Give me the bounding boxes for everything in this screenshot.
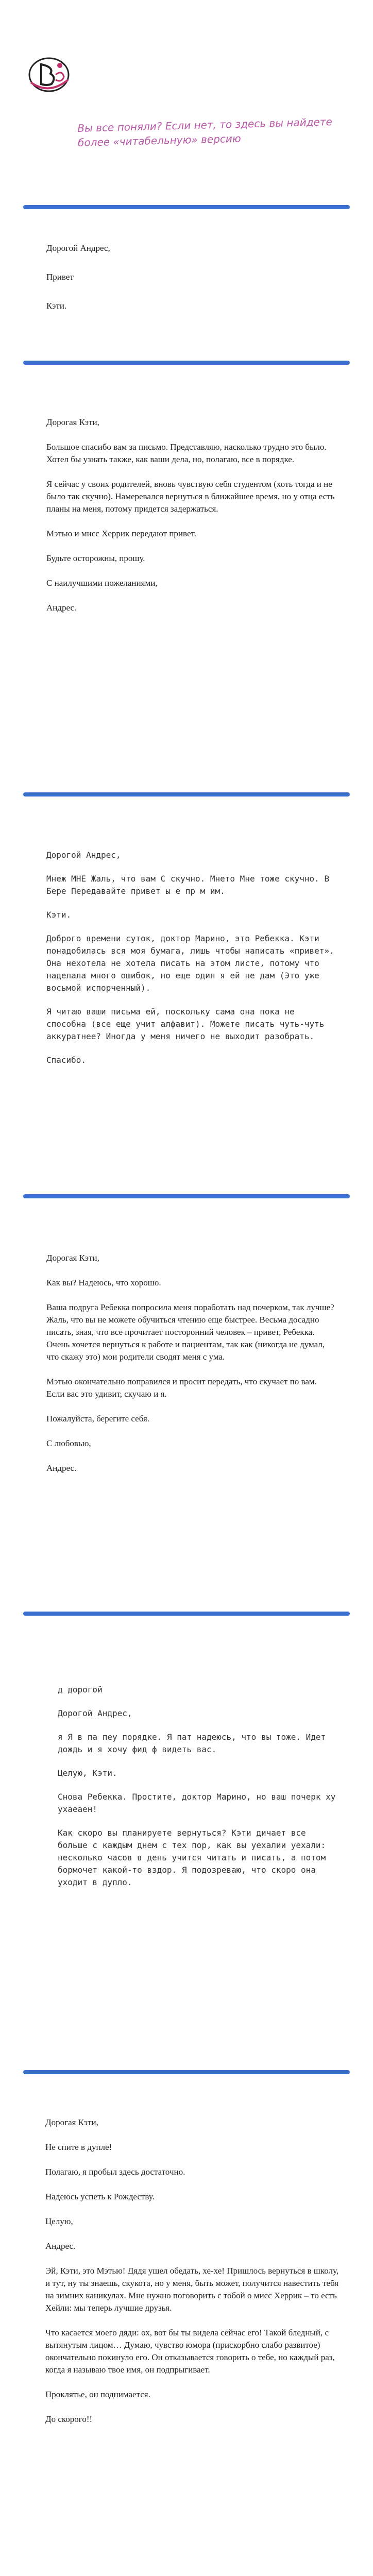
letter-paragraph: Доброго времени суток, доктор Марино, это Ребекка. Кэти понадобилась вся моя бумага, лишь чтобы написать «привет». Она нехотела не хотела писать на этом листе, потому что наделала много ошибок, но еще один я ей не дам (Это уже восьмой испорченный). — [46, 934, 334, 993]
letter-paragraph: Ваша подруга Ребекка попросила меня поработать над почерком, так лучше? Жаль, что вы не можете обучиться чтению еще быстрее. Весьма досадно писать, зная, что все прочитает посторонний человек – привет, Ребекка. Очень хочется вернуться к работе и пациентам, так как (никогда не думал, что скажу это) мои родители сводят меня с ума. — [46, 1302, 334, 1362]
letter-paragraph: Андрес. — [45, 2241, 76, 2251]
logo-icon — [26, 54, 72, 95]
letter-paragraph: Будьте осторожны, прошу. — [46, 553, 145, 563]
divider — [23, 361, 350, 365]
letter-paragraph: Как скоро вы планируете вернуться? Кэти дичает все больше с каждым днем с тех пор, как вы уехалии уехали: несколько часов в день учится читать и писать, а потом бормочет какой-то вздор. Я подозреваю, что скоро она уходит в дупло. — [58, 1828, 326, 1887]
letter-6 — [45, 2116, 339, 2426]
letter-paragraph: С наилучшими пожеланиями, — [46, 578, 158, 588]
letter-paragraph: Мэтью и мисс Херрик передают привет. — [46, 529, 196, 538]
divider — [23, 1612, 350, 1616]
letter-paragraph: Андрес. — [46, 1463, 77, 1473]
letter-paragraph: Большое спасибо вам за письмо. Представляю, насколько трудно это было. Хотел бы узнать также, как ваши дела, но, полагаю, все в порядке. — [46, 442, 327, 464]
letter-2 — [46, 416, 335, 626]
letter-4 — [46, 1252, 335, 1487]
letter-paragraph: Мнеж МНЕ Жаль, что вам С скучно. Мнето Мне тоже скучно. В Бере Передавайте привет ы е пр м им. — [46, 874, 330, 896]
letter-paragraph: С любовью, — [46, 1438, 91, 1448]
header-note: Вы все поняли? Если нет, то здесь вы найдете более «читабельную» версию — [77, 115, 333, 149]
letter-paragraph: Надеюсь успеть к Рождеству. — [45, 2192, 155, 2201]
letter-3 — [46, 849, 335, 1078]
letter-paragraph: Целую, Кэти. — [58, 1768, 117, 1778]
divider — [23, 205, 350, 209]
letter-paragraph: Снова Ребекка. Простите, доктор Марино, но ваш почерк ху ухаеаен! — [58, 1792, 336, 1814]
letter-5 — [58, 1684, 336, 1900]
letter-paragraph: Спасибо. — [46, 1055, 87, 1065]
letter-paragraph: Дорогой Андрес, — [46, 850, 121, 860]
letter-paragraph: Кэти. — [46, 910, 72, 920]
divider — [23, 1194, 350, 1198]
letter-paragraph: Кэти. — [46, 301, 67, 311]
letter-paragraph: Дорогой Андрес, — [58, 1708, 132, 1718]
letter-paragraph: Дорогая Кэти, — [46, 417, 99, 427]
letter-paragraph: Андрес. — [46, 603, 77, 613]
letter-paragraph: Я сейчас у своих родителей, вновь чувствую себя студентом (хоть тогда и не было так скучно). Намеревался вернуться в ближайшее время, но у отца есть планы на меня, потому придется задержаться. — [46, 479, 335, 514]
letter-paragraph: Мэтью окончательно поправился и просит передать, что скучает по вам. Если вас это удивит, скучаю и я. — [46, 1377, 317, 1399]
letter-paragraph: д дорогой — [58, 1685, 103, 1694]
letter-paragraph: До скорого!! — [45, 2414, 93, 2424]
letter-paragraph: Я читаю ваши письма ей, поскольку сама она пока не способна (все еще учит алфавит). Можете писать чуть-чуть аккуратнее? Иногда у меня ничего не выходит разобрать. — [46, 1007, 325, 1041]
letter-paragraph: Проклятье, он поднимается. — [45, 2389, 150, 2399]
letter-paragraph: Полагаю, я пробыл здесь достаточно. — [45, 2167, 185, 2177]
letter-paragraph: Привет — [46, 272, 74, 282]
letter-paragraph: Как вы? Надеюсь, что хорошо. — [46, 1278, 161, 1287]
letter-1 — [46, 242, 335, 329]
header — [0, 0, 373, 118]
letter-paragraph: Эй, Кэти, это Мэтью! Дядя ушел обедать, хе-хе! Пришлось вернуться в школу, и тут, ну ты знаешь, скукота, но у меня, быть может, получится навестить тебя на зимних каникулах. Мне нужно поговорить с тобой о мисс Херрик – то есть Хейли: мы теперь лучшие друзья. — [45, 2266, 339, 2313]
divider — [23, 2070, 350, 2074]
letter-paragraph: Дорогой Андрес, — [46, 243, 110, 253]
letter-paragraph: Дорогая Кэти, — [45, 2117, 98, 2127]
letter-paragraph: Пожалуйста, берегите себя. — [46, 1414, 150, 1423]
letter-paragraph: Дорогая Кэти, — [46, 1253, 99, 1263]
letter-paragraph: Целую, — [45, 2216, 73, 2226]
letter-paragraph: Не спите в дупле! — [45, 2142, 112, 2152]
letter-paragraph: я Я в па пеу порядке. Я пат надеюсь, что вы тоже. Идет дождь и я хочу фид ф видеть вас. — [58, 1732, 326, 1754]
letter-paragraph: Что касается моего дяди: ох, вот бы ты видела сейчас его! Такой бледный, с вытянутым лицом… Думаю, чувство юмора (прискорбно слабо развитое) окончательно покинуло его. Он отказывается говорить о тебе, но каждый раз, когда я называю твое имя, он подпрыгивает. — [45, 2328, 335, 2375]
divider — [23, 792, 350, 796]
